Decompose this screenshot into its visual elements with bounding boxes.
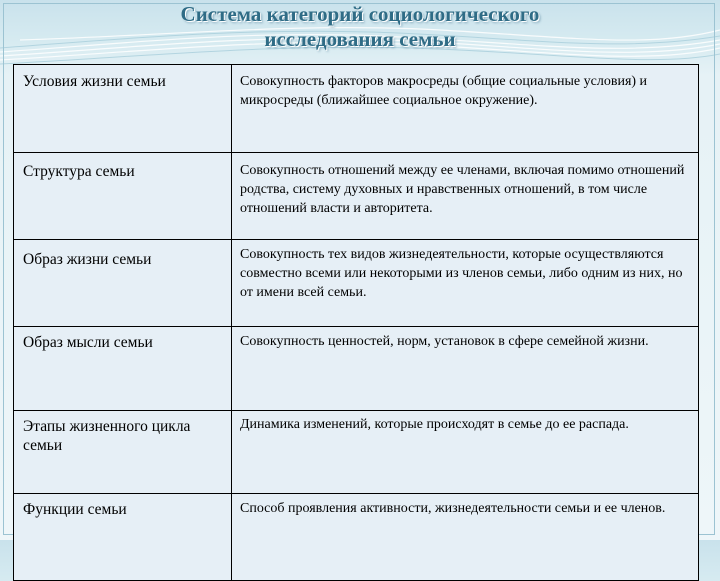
table-row — [14, 411, 699, 494]
categories-table — [13, 64, 699, 581]
category-term: Образ жизни семьи — [14, 240, 232, 327]
table-row — [14, 65, 699, 153]
category-term: Функции семьи — [14, 494, 232, 581]
category-term: Условия жизни семьи — [14, 65, 232, 153]
table-row — [14, 153, 699, 240]
slide-title — [0, 2, 720, 52]
category-definition: Совокупность тех видов жизнедеятельности, которые осуществляются совместно всеми или некоторыми из членов семьи, либо одним из них, но от имени всей семьи. — [232, 240, 699, 327]
table-row — [14, 327, 699, 411]
category-definition: Способ проявления активности, жизнедеятельности семьи и ее членов. — [232, 494, 699, 581]
category-term: Этапы жизненного цикла семьи — [14, 411, 232, 494]
category-definition: Совокупность отношений между ее членами, включая помимо отношений родства, систему духовных и нравственных отношений, в том числе отношений власти и авторитета. — [232, 153, 699, 240]
slide-title-line-1: Система категорий социологического — [180, 2, 540, 26]
slide-title-line-2: исследования семьи — [264, 27, 456, 51]
category-definition: Совокупность ценностей, норм, установок в сфере семейной жизни. — [232, 327, 699, 411]
category-definition: Совокупность факторов макросреды (общие социальные условия) и микросреды (ближайшее социальное окружение). — [232, 65, 699, 153]
table-row — [14, 240, 699, 327]
category-definition: Динамика изменений, которые происходят в семье до ее распада. — [232, 411, 699, 494]
category-term: Образ мысли семьи — [14, 327, 232, 411]
category-term: Структура семьи — [14, 153, 232, 240]
table-row — [14, 494, 699, 581]
